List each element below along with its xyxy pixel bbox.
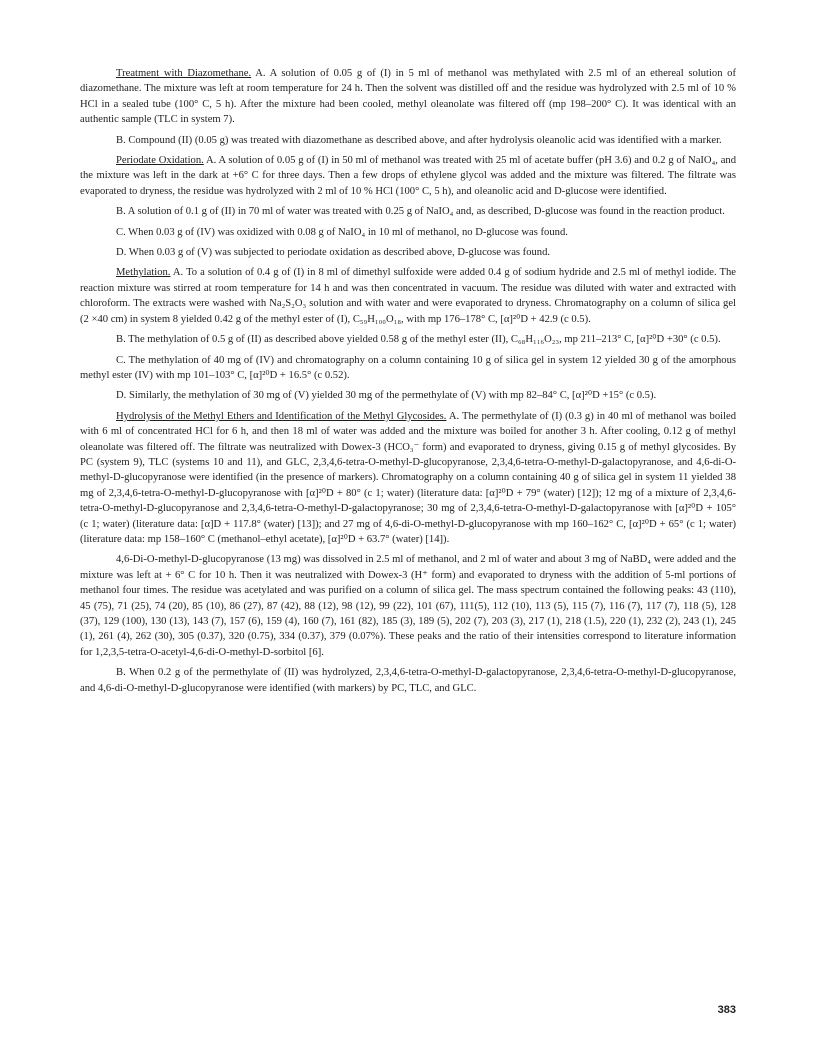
paragraph-text: A. A solution of 0.05 g of (I) in 5 ml of methanol was methylated with 2.5 ml of an ethereal solution of diazomethane. The mixture was left at room temperature for 24 h. Then the solvent was distilled off and the residue was hydrolyzed with 2.5 ml of 10 % HCl in a sealed tube (100° C, 5 h). After the mixture had been cooled, methyl oleanolate was filtered off (mp 198–200° C). It was identical with an authentic sample (TLC in system 7). <box>80 68 736 126</box>
paragraph-text: A. A solution of 0.05 g of (I) in 50 ml of methanol was treated with 25 ml of acetate buffer (pH 3.6) and 0.2 g of NaIO₄, and the mixture was left in the dark at +6° C for three days. Then a few drops of ethylene glycol was added and the mixture was filtered. The filtrate was evaporated to dryness, the residue was hydrolyzed with 2 ml of 10 % HCl (100° C, 5 h), and oleanolic acid and D-glucose were identified. <box>80 155 736 197</box>
page-number: 383 <box>717 1004 736 1016</box>
paragraph-text: A. To a solution of 0.4 g of (I) in 8 ml of dimethyl sulfoxide were added 0.4 g of sodium hydride and 2.5 ml of methyl iodide. The reaction mixture was stirred at room temperature for 14 h and was then concentrated in vacuum. The residue was diluted with water and extracted with chloroform. The extracts were washed with Na₂S₂O₃ solution and with water and were evaporated to dryness. Chromatography on a column of silica gel (2 ×40 cm) in system 8 yielded 0.42 g of the methyl ester of (I), C₅₉H₁₀₀O₁₈, with mp 176–178° C, [α]²⁰D + 42.9 (c 0.5). <box>80 267 736 325</box>
section-heading: Treatment with Diazomethane. <box>116 68 252 79</box>
section-heading: Periodate Oxidation. <box>116 155 204 167</box>
section-heading: Methylation. <box>116 267 171 279</box>
paragraph-text: B. The methylation of 0.5 g of (II) as described above yielded 0.58 g of the methyl ester (II), C₆₈H₁₁₆O₂₃, mp 211–213° C, [α]²⁰D +30° (c 0.5). <box>116 334 721 346</box>
paragraph-methylation-d <box>80 388 736 403</box>
paragraph-text: A. The permethylate of (I) (0.3 g) in 40 ml of methanol was boiled with 6 ml of concentrated HCl for 6 h, and then 18 ml of water was added and the mixture was boiled for another 3 h. After cooling, 0.12 g of methyl oleanolate was filtered off. The filtrate was neutralized with Dowex-3 (HCO₃⁻ form) and evaporated to dryness, giving 0.15 g of methyl glycosides. By PC (system 9), TLC (systems 10 and 11), and GLC, 2,3,4,6-tetra-O-methyl-D-glucopyranose, 2,3,4,6-tetra-O-methyl-D-galactopyranose, and 4,6-di-O-methyl-D-glucopyranose were identified (in the presence of markers). Chromatography on a column containing 40 g of silica gel in system 11 yielded 38 mg of 2,3,4,6-tetra-O-methyl-D-glucopyranose with [α]²⁰D + 80° (c 1; water) (literature data: [α]²⁰D + 79° (water) [12]); 12 mg of a mixture of 2,3,4,6-tetra-O-methyl-D-glucopyranose and 2,3,4,6-tetra-O-methyl-D-galactopyranose; 30 mg of 2,3,4,6-tetra-O-methyl-D-galactopyranose with [α]²⁰D + 105° (c 1; water) (literature data: [α]D + 117.8° (water) [13]); and 27 mg of 4,6-di-O-methyl-D-glucopyranose with mp 160–162° C, [α]²⁰D + 65° (c 1; water) (literature data: mp 158–160° C (methanol–ethyl acetate), [α]²⁰D + 63.7° (water) [14]). <box>80 410 737 545</box>
paragraph-periodate-d <box>80 245 736 260</box>
paragraph-text: B. A solution of 0.1 g of (II) in 70 ml of water was treated with 0.25 g of NaIO₄ and, as described, D-glucose was found in the reaction product. <box>116 206 725 218</box>
paragraph-hydrolysis-sorbitol <box>80 552 736 660</box>
paragraph-text: D. Similarly, the methylation of 30 mg of (V) yielded 30 mg of the permethylate of (V) with mp 82–84° C, [α]²⁰D +15° (c 0.5). <box>116 390 657 402</box>
paragraph-hydrolysis-a <box>80 409 736 548</box>
paragraph-periodate-b <box>80 204 736 219</box>
paragraph-methylation-c <box>80 353 736 384</box>
paragraph-periodate-a <box>80 153 736 199</box>
paragraph-text: B. Compound (II) (0.05 g) was treated with diazomethane as described above, and after hydrolysis oleanolic acid was identified with a marker. <box>116 134 722 146</box>
paragraph-text: D. When 0.03 g of (V) was subjected to periodate oxidation as described above, D-glucose was found. <box>116 247 551 259</box>
section-heading: Hydrolysis of the Methyl Ethers and Identification of the Methyl Glycosides. <box>116 410 447 422</box>
paragraph-text: C. The methylation of 40 mg of (IV) and chromatography on a column containing 10 g of silica gel in system 12 yielded 30 g of the amorphous methyl ester (IV) with mp 101–103° C, [α]²⁰D + 16.5° (c 0.52). <box>80 354 736 381</box>
paragraph-diazomethane-b <box>80 133 736 148</box>
paragraph-text: 4,6-Di-O-methyl-D-glucopyranose (13 mg) was dissolved in 2.5 ml of methanol, and 2 ml of water and about 3 mg of NaBD₄ were added and the mixture was left at + 6° C for 10 h. Then it was neutralized with Dowex-3 (H⁺ form) and evaporated to dryness with the addition of 5-ml portions of methanol four times. The residue was acetylated and was purified on a column of silica gel. The mass spectrum contained the following peaks: 43 (110), 45 (75), 71 (25), 74 (20), 85 (10), 86 (27), 87 (42), 88 (12), 98 (12), 99 (22), 101 (67), 111(5), 112 (10), 113 (5), 115 (7), 116 (7), 117 (7), 118 (5), 128 (37), 129 (100), 130 (13), 143 (7), 157 (6), 159 (4), 160 (7), 161 (82), 185 (3), 189 (5), 202 (7), 203 (3), 217 (1), 218 (1.5), 220 (1), 232 (2), 243 (1), 245 (1), 261 (4), 262 (30), 305 (0.37), 320 (0.75), 334 (0.37), 379 (0.07%). These peaks and the ratio of their intensities correspond to literature information for 1,2,3,5-tetra-O-acetyl-4,6-di-O-methyl-D-sorbitol [6]. <box>80 554 736 658</box>
paragraph-text: B. When 0.2 g of the permethylate of (II) was hydrolyzed, 2,3,4,6-tetra-O-methyl-D-galactopyranose, 2,3,4,6-tetra-O-methyl-D-glucopyranose, and 4,6-di-O-methyl-D-glucopyranose were identified (with markers) by PC, TLC, and GLC. <box>80 667 736 694</box>
paragraph-methylation-b <box>80 332 736 347</box>
paragraph-text: C. When 0.03 g of (IV) was oxidized with 0.08 g of NaIO₄ in 10 ml of methanol, no D-glucose was found. <box>116 226 568 238</box>
paragraph-methylation-a <box>80 265 736 327</box>
paragraph-hydrolysis-b <box>80 665 736 696</box>
paragraph-periodate-c <box>80 225 736 240</box>
paragraph-diazomethane-a <box>80 66 736 128</box>
page-body <box>80 66 736 701</box>
